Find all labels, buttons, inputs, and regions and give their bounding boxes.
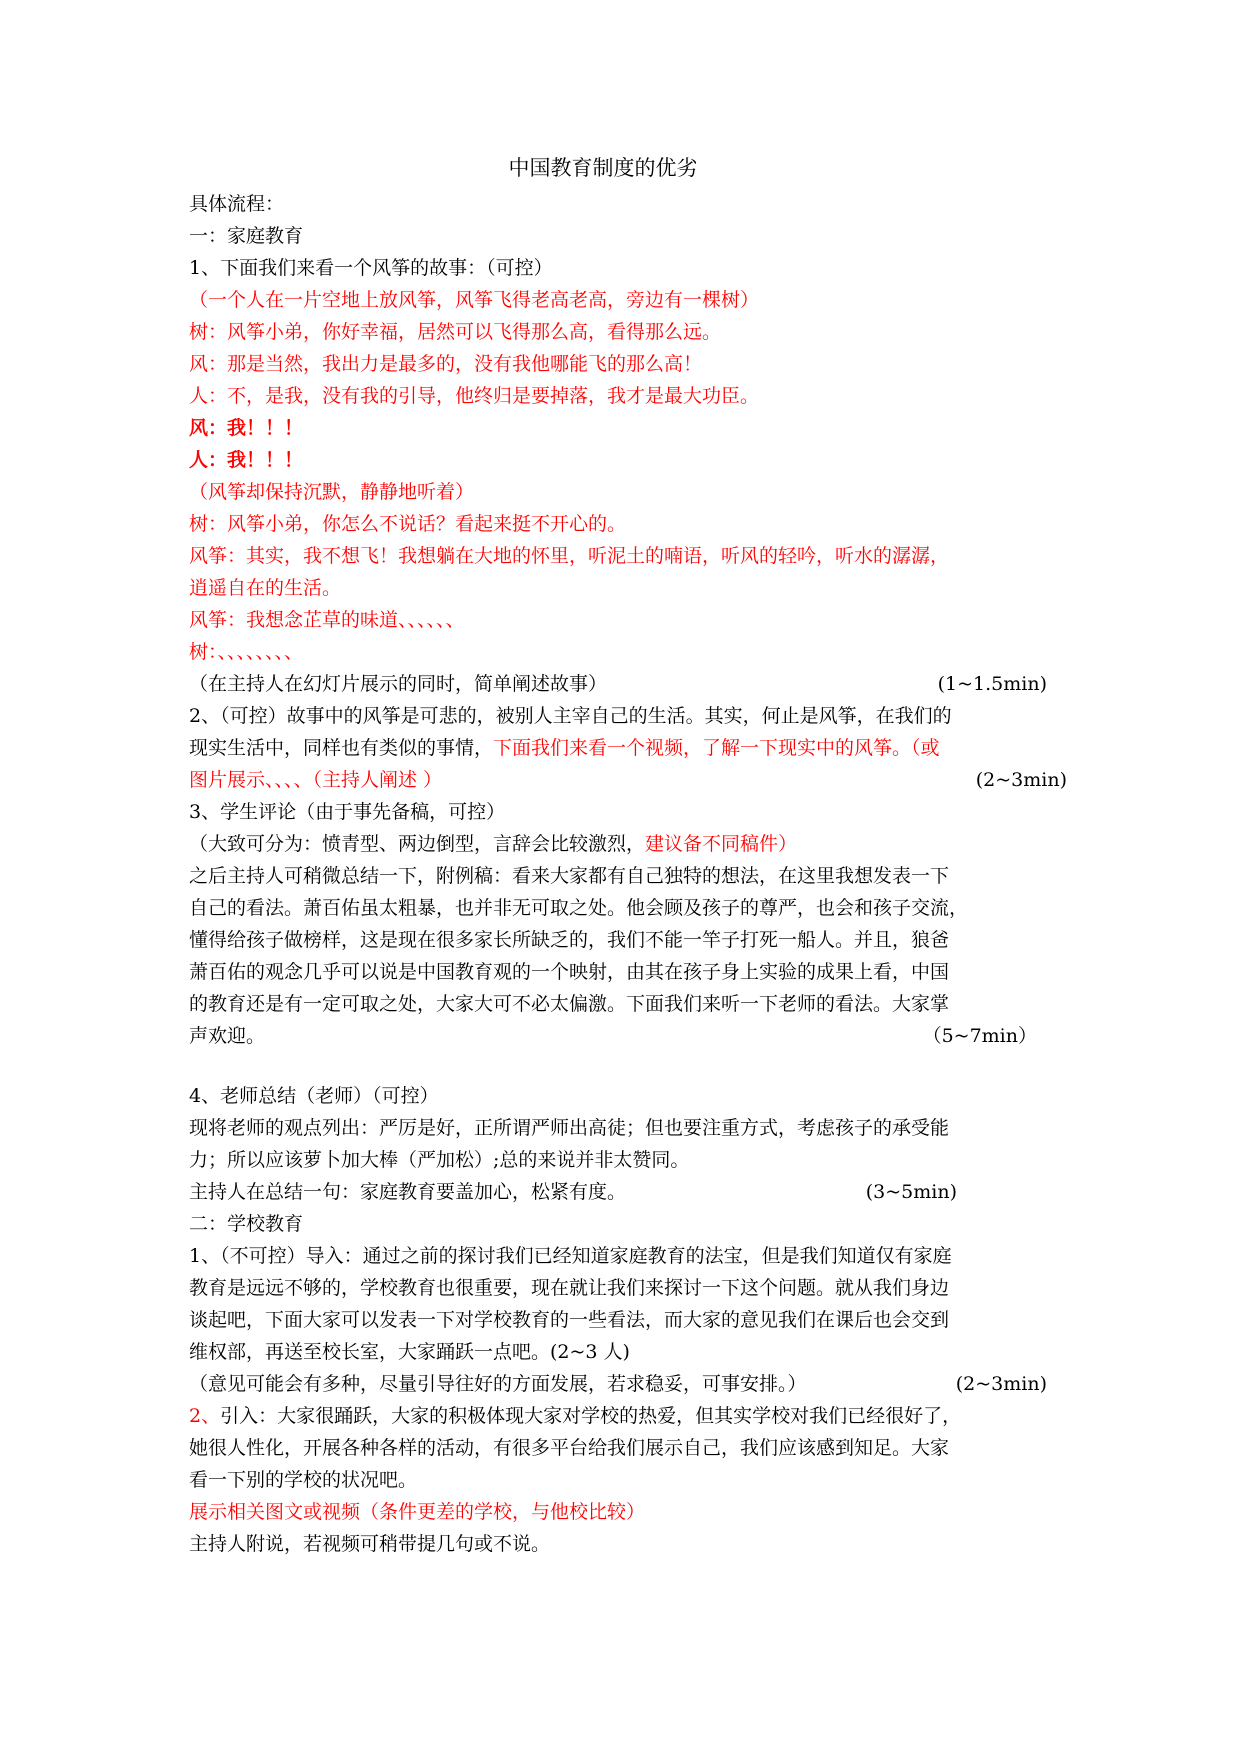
dialogue-line: （风筝却保持沉默，静静地听着）	[189, 481, 475, 503]
item3-heading: 3、学生评论（由于事先备稿，可控）	[189, 801, 506, 823]
item4-heading: 4、老师总结（老师）（可控）	[189, 1085, 439, 1107]
process-label: 具体流程：	[189, 193, 285, 215]
item2-line-red: 下面我们来看一个视频，了解一下现实中的风筝。（或	[493, 737, 940, 759]
section2-item1-line: 谈起吧，下面大家可以发表一下对学校教育的一些看法，而大家的意见我们在课后也会交到	[189, 1309, 950, 1331]
section1-heading: 一：家庭教育	[189, 225, 304, 247]
dialogue-line: 风筝：我想念芷草的味道、、、、、、	[189, 609, 465, 631]
item4-line: 力；所以应该萝卜加大棒（严加松）;总的来说并非太赞同。	[189, 1149, 690, 1171]
item3-paragraph-line: 的教育还是有一定可取之处，大家大可不必太偏激。下面我们来听一下老师的看法。大家掌	[189, 993, 950, 1015]
section2-item1-line: 1、（不可控）导入：通过之前的探讨我们已经知道家庭教育的法宝，但是我们知道仅有家庭	[189, 1245, 952, 1267]
section2-item1-note: （意见可能会有多种，尽量引导往好的方面发展，若求稳妥，可事安排。）	[189, 1373, 807, 1395]
item2-time: (2~3min)	[975, 769, 1067, 791]
item2-line-black: 现实生活中，同样也有类似的事情，	[189, 737, 494, 759]
item3-note-black: （大致可分为：愤青型、两边倒型，言辞会比较激烈，	[189, 833, 646, 855]
section2-item1-line: 教育是远远不够的，学校教育也很重要，现在就让我们来探讨一下这个问题。就从我们身边	[189, 1277, 950, 1299]
section2-item2-line	[189, 1400, 1057, 1432]
dialogue-line: 风：那是当然，我出力是最多的，没有我他哪能飞的那么高！	[189, 353, 703, 375]
section2-item2-show: 展示相关图文或视频（条件更差的学校，与他校比较）	[189, 1501, 646, 1523]
dialogue-line: 树：风筝小弟，你怎么不说话？看起来挺不开心的。	[189, 513, 627, 535]
item4-summary: 主持人在总结一句：家庭教育要盖加心，松紧有度。	[189, 1181, 627, 1203]
dialogue-line: 树：风筝小弟，你好幸福，居然可以飞得那么高，看得那么远。	[189, 321, 722, 343]
dialogue-line: 风：我！！！	[189, 417, 304, 439]
item3-paragraph-line: 声欢迎。	[189, 1025, 266, 1047]
document-page	[189, 148, 1067, 1560]
item1-note-row	[189, 668, 1057, 700]
document-title: 中国教育制度的优劣	[508, 156, 698, 180]
item3-last-row	[189, 1020, 1057, 1052]
item2-line3: 图片展示、、、、（主持人阐述 ）	[189, 769, 443, 791]
section1-item1-heading: 1、下面我们来看一个风筝的故事：（可控）	[189, 257, 553, 279]
section2-item1-note-row	[189, 1368, 1057, 1400]
dialogue-line: （一个人在一片空地上放风筝，风筝飞得老高老高，旁边有一棵树）	[189, 289, 760, 311]
section2-item2-line: 看一下别的学校的状况吧。	[189, 1469, 418, 1491]
item3-paragraph-line: 懂得给孩子做榜样，这是现在很多家长所缺乏的，我们不能一竿子打死一船人。并且，狼爸	[189, 929, 950, 951]
item3-paragraph-line: 自己的看法。萧百佑虽太粗暴，也并非无可取之处。他会顾及孩子的尊严，也会和孩子交流，	[189, 897, 969, 919]
item2-line3-row	[189, 764, 1067, 796]
item1-time: (1~1.5min)	[937, 673, 1047, 695]
spacer	[189, 1052, 1057, 1080]
section2-item2-closing: 主持人附说，若视频可稍带提几句或不说。	[189, 1533, 551, 1555]
item2-line: 2、（可控）故事中的风筝是可悲的，被别人主宰自己的生活。其实，何止是风筝，在我们的	[189, 705, 952, 727]
item3-time: （5~7min）	[922, 1025, 1037, 1047]
section2-item2-text: 引入：大家很踊跃，大家的积极体现大家对学校的热爱，但其实学校对我们已经很好了，	[220, 1405, 962, 1427]
item3-note-red: 建议备不同稿件）	[645, 833, 798, 855]
item4-summary-row	[189, 1176, 1057, 1208]
item4-time: (3~5min)	[865, 1181, 957, 1203]
item1-note: （在主持人在幻灯片展示的同时，简单阐述故事）	[189, 673, 608, 695]
item3-paragraph-line: 萧百佑的观念几乎可以说是中国教育观的一个映射，由其在孩子身上实验的成果上看，中国	[189, 961, 950, 983]
item2-line	[189, 732, 1057, 764]
dialogue-line: 逍遥自在的生活。	[189, 577, 342, 599]
dialogue-line: 人：我！！！	[189, 449, 304, 471]
section2-item1-time: (2~3min)	[955, 1373, 1047, 1395]
item3-paragraph-line: 之后主持人可稍微总结一下，附例稿：看来大家都有自己独特的想法，在这里我想发表一下	[189, 865, 950, 887]
section2-item2-line: 她很人性化，开展各种各样的活动，有很多平台给我们展示自己，我们应该感到知足。大家	[189, 1437, 950, 1459]
dialogue-line: 树：、、、、、、、、	[189, 641, 304, 663]
item3-note	[189, 828, 1057, 860]
item4-line: 现将老师的观点列出：严厉是好，正所谓严师出高徒；但也要注重方式，考虑孩子的承受能	[189, 1117, 950, 1139]
dialogue-line: 人：不，是我，没有我的引导，他终归是要掉落，我才是最大功臣。	[189, 385, 760, 407]
section2-item1-line: 维权部，再送至校长室，大家踊跃一点吧。(2~3 人)	[189, 1341, 630, 1363]
section2-heading: 二：学校教育	[189, 1213, 304, 1235]
dialogue-line: 风筝：其实，我不想飞！我想躺在大地的怀里，听泥土的喃语，听风的轻吟，听水的潺潺，	[189, 545, 950, 567]
section2-item2-num: 2、	[189, 1405, 221, 1427]
